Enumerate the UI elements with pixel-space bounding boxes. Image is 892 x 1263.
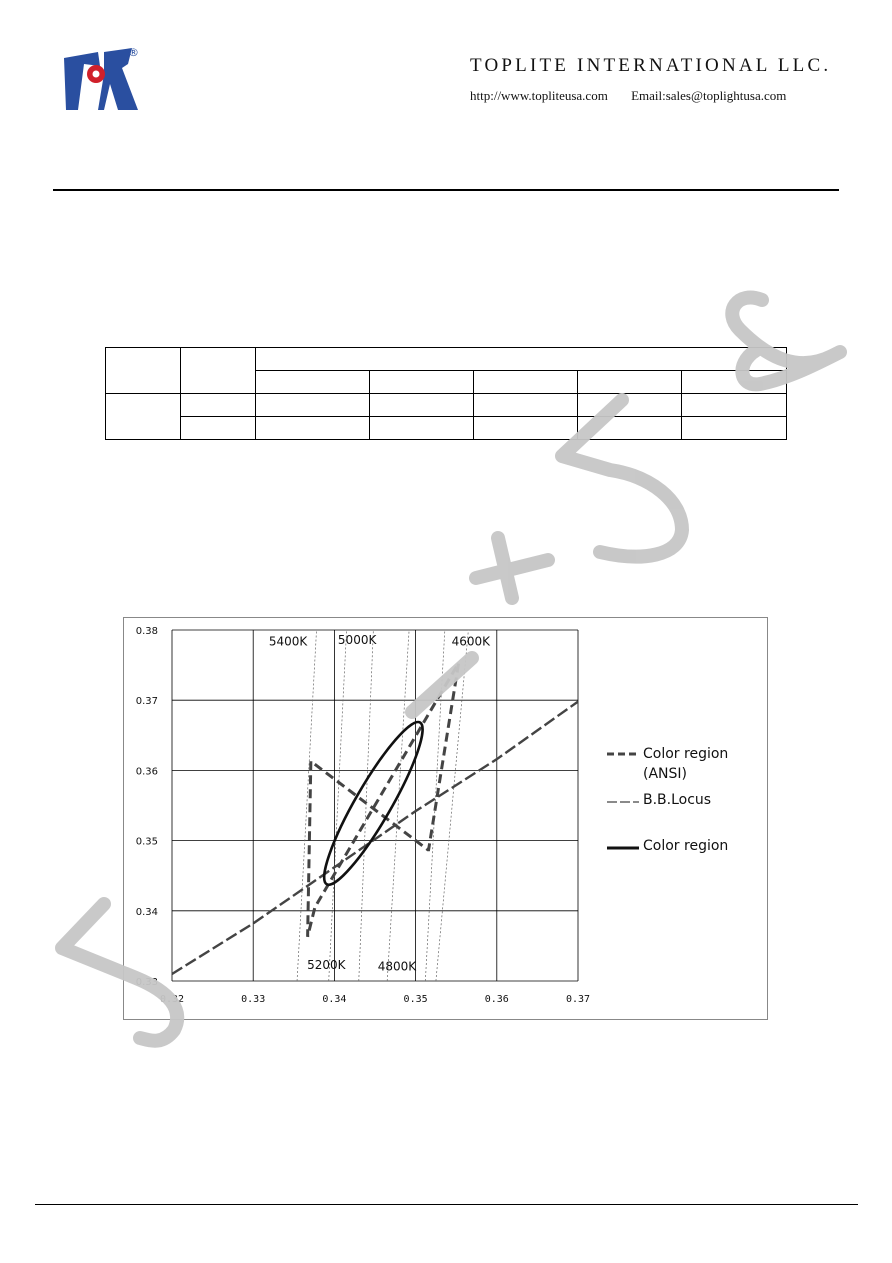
table-cell xyxy=(474,394,578,417)
iso-cct-line xyxy=(329,630,347,981)
legend-swatch-dashed xyxy=(607,800,639,804)
y-tick-label: 0.34 xyxy=(135,906,158,918)
table-cell xyxy=(106,394,181,440)
table-cell xyxy=(181,417,256,440)
table-cell xyxy=(370,371,474,394)
table-cell xyxy=(181,394,256,417)
legend-swatch-solid xyxy=(607,846,639,850)
email-link[interactable]: Email:sales@toplightusa.com xyxy=(631,88,787,103)
legend-label: Color region xyxy=(643,838,729,854)
table-cell xyxy=(256,348,787,371)
table-cell xyxy=(578,371,682,394)
cct-annotation: 5400K xyxy=(268,634,308,649)
x-tick-label: 0.34 xyxy=(322,994,347,1005)
table-row xyxy=(106,417,787,440)
legend-item-locus xyxy=(607,792,767,812)
website-link[interactable]: http://www.topliteusa.com xyxy=(470,88,608,103)
x-tick-label: 0.33 xyxy=(241,994,266,1005)
iso-cct-line xyxy=(387,630,409,981)
x-tick-label: 0.32 xyxy=(159,994,185,1005)
table-cell xyxy=(578,417,682,440)
legend-item-region xyxy=(607,838,767,858)
series-bb-locus xyxy=(172,702,578,974)
x-tick-label: 0.37 xyxy=(565,994,591,1005)
y-tick-label: 0.35 xyxy=(135,836,158,848)
series-color-region-ellipse xyxy=(311,714,435,894)
x-tick-label: 0.35 xyxy=(403,994,428,1005)
series-color-region-ansi xyxy=(308,663,459,937)
table-cell xyxy=(474,417,578,440)
logo-registered-mark: ® xyxy=(128,46,139,59)
table-cell xyxy=(181,348,256,394)
logo-inner-dot xyxy=(93,71,100,78)
table-cell xyxy=(106,348,181,394)
table-cell xyxy=(256,371,370,394)
company-logo xyxy=(60,44,146,114)
watermark-stroke xyxy=(476,538,548,598)
table-cell xyxy=(682,394,787,417)
table-cell xyxy=(682,371,787,394)
header-divider xyxy=(53,189,839,191)
legend-swatch-dashed-thick xyxy=(607,752,639,756)
legend-label: Color region (ANSI) xyxy=(643,746,729,782)
chromaticity-chart xyxy=(123,617,768,1020)
contact-line xyxy=(470,88,786,104)
table-cell xyxy=(256,417,370,440)
cct-annotation: 4600K xyxy=(451,634,491,649)
y-tick-label: 0.38 xyxy=(135,626,158,637)
table-cell xyxy=(256,394,370,417)
table-row xyxy=(106,348,787,371)
y-tick-label: 0.33 xyxy=(135,977,158,988)
table-row xyxy=(106,394,787,417)
table-cell xyxy=(578,394,682,417)
footer-divider xyxy=(35,1204,858,1205)
table-cell xyxy=(370,417,474,440)
table-cell xyxy=(370,394,474,417)
cct-annotation: 5200K xyxy=(307,958,346,973)
legend-label: B.B.Locus xyxy=(643,792,712,808)
iso-cct-line xyxy=(436,630,468,981)
y-tick-label: 0.36 xyxy=(135,766,158,778)
company-name: TOPLITE INTERNATIONAL LLC. xyxy=(470,55,832,76)
table-cell xyxy=(474,371,578,394)
iso-cct-line xyxy=(297,630,316,981)
x-tick-label: 0.36 xyxy=(484,994,509,1005)
spec-table xyxy=(105,347,787,440)
iso-cct-line xyxy=(359,630,374,981)
cct-annotation: 4800K xyxy=(377,959,417,974)
cct-annotation: 5000K xyxy=(337,633,377,648)
table-cell xyxy=(682,417,787,440)
y-tick-label: 0.37 xyxy=(135,696,158,708)
legend-item-ansi xyxy=(607,744,767,788)
